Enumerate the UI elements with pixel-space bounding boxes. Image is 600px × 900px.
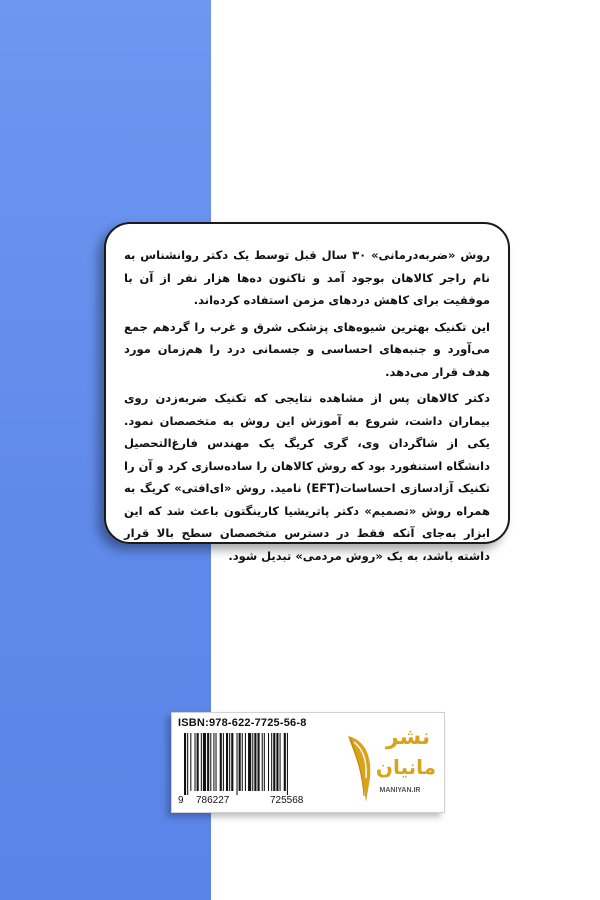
publisher-latin-name: MANIYAN.IR [379,787,421,794]
barcode-digits-right: 725568 [270,795,304,806]
publisher-name-line2: مانیان [375,755,437,779]
publisher-name-line1: نشر [385,725,431,750]
barcode-digit-lead: 9 [178,795,184,806]
quill-icon [348,736,370,802]
description-box [104,222,510,563]
isbn-label: ISBN:978-622-7725-56-8 [178,717,307,729]
description-paragraph-2: این تکنیک بهترین شیوه‌های پزشکی شرق و غرب را گردهم جمع می‌آورد و جنبه‌های احساسی و جسمانی درد را هم‌زمان مورد هدف قرار می‌دهد. [124,319,490,379]
description-paragraph-3: دکتر کالاهان پس از مشاهده نتایجی که تکنیک ضربه‌زدن روی بیماران داشت، شروع به آموزش این روش به متخصصان نمود. یکی از شاگردان وی، گری کریگ یک مهندس فارغ‌التحصیل دانشگاه استنفورد بود که روش کالاهان را ساده‌سازی کرد و آن را تکنیک آزادسازی احساسات(EFT) نامید. روش «ای‌افتی» کریگ به همراه روش «تصمیم» دکتر پاتریشیا کارینگتون باعث شد که این ابزار به‌جای آنکه فقط در دسترس متخصصان سطح بالا قرار داشته باشد، به یک «روش مردمی» تبدیل شود. [124,391,491,563]
barcode-digits-left: 786227 [196,795,230,806]
publisher-logo [342,716,440,808]
barcode-panel [171,712,445,813]
barcode-digits [178,795,338,809]
description-paragraph-1: روش «ضربه‌درمانی» ۳۰ سال قبل توسط یک دکتر روانشناس به نام راجر کالاهان بوجود آمد و تاکنون ده‌ها هزار نفر از آن با موفقیت برای کاهش دردهای مزمن استفاده کرده‌اند. [124,248,490,307]
barcode-image [178,733,338,795]
